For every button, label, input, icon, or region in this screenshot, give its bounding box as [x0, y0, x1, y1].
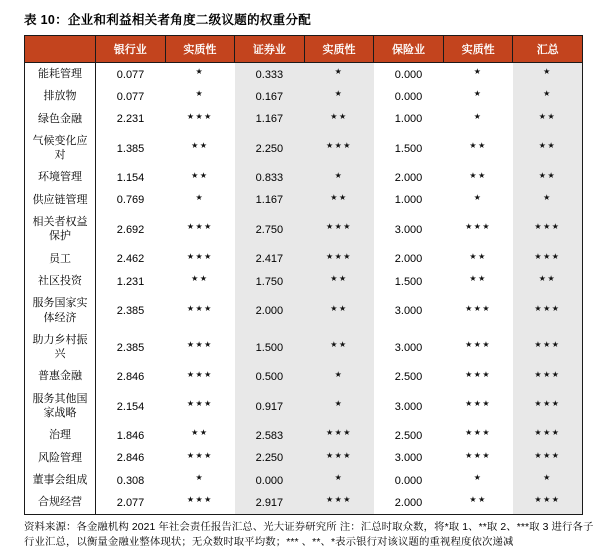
- materiality-stars: ★★★: [534, 303, 561, 313]
- materiality-stars: ★: [543, 192, 552, 202]
- materiality-stars: ★★: [469, 170, 487, 180]
- table-row: [25, 365, 583, 387]
- header-row: [25, 36, 583, 63]
- col-header-blank: [25, 36, 96, 63]
- materiality-stars: ★★★: [325, 495, 352, 505]
- weight-value: 1.500: [394, 142, 423, 155]
- materiality-stars: ★★★: [534, 369, 561, 379]
- row-label: 社区投资: [25, 270, 96, 292]
- weight-value: 2.000: [394, 172, 423, 185]
- table-row: [25, 166, 583, 188]
- materiality-stars: ★★★: [186, 450, 213, 460]
- table-row: [25, 447, 583, 469]
- weight-value: 0.077: [116, 68, 145, 81]
- weight-value: 0.000: [255, 474, 284, 487]
- materiality-stars: ★★: [191, 274, 209, 284]
- table-row: [25, 63, 583, 86]
- weight-value: 3.000: [394, 452, 423, 465]
- materiality-stars: ★: [473, 89, 483, 99]
- materiality-stars: ★: [195, 192, 205, 202]
- materiality-stars: ★: [334, 369, 344, 379]
- weight-value: 1.000: [394, 113, 423, 126]
- materiality-stars: ★: [543, 89, 552, 99]
- row-label: 合规经营: [25, 491, 96, 514]
- materiality-stars: ★: [473, 67, 483, 77]
- weight-value: 1.167: [255, 194, 284, 207]
- weight-value: 3.000: [394, 223, 423, 236]
- col-header-securities: 证券业: [235, 36, 305, 63]
- materiality-stars: ★★: [538, 141, 557, 151]
- col-header-banking: 银行业: [96, 36, 166, 63]
- table-row: [25, 211, 583, 248]
- materiality-stars: ★★★: [465, 340, 492, 350]
- materiality-stars: ★★: [538, 170, 557, 180]
- materiality-stars: ★★: [469, 251, 487, 261]
- row-label: 治理: [25, 424, 96, 446]
- materiality-stars: ★: [473, 192, 483, 202]
- materiality-stars: ★★★: [534, 428, 561, 438]
- materiality-stars: ★★: [330, 340, 348, 350]
- materiality-stars: ★: [334, 473, 344, 483]
- weight-value: 2.000: [255, 305, 284, 318]
- weight-value: 1.154: [116, 172, 145, 185]
- weight-value: 2.077: [116, 496, 145, 509]
- materiality-stars: ★: [195, 67, 205, 77]
- materiality-stars: ★★★: [186, 111, 213, 121]
- weight-value: 1.500: [394, 275, 423, 288]
- weight-value: 2.231: [116, 113, 145, 126]
- weight-value: 3.000: [394, 341, 423, 354]
- weight-value: 0.077: [116, 90, 145, 103]
- table-row: [25, 108, 583, 130]
- col-header-materiality-3: 实质性: [443, 36, 513, 63]
- weight-value: 2.250: [255, 142, 284, 155]
- materiality-stars: ★★★: [465, 303, 492, 313]
- materiality-stars: ★★★: [534, 495, 561, 505]
- table-body: [25, 63, 583, 515]
- materiality-stars: ★★: [330, 111, 348, 121]
- materiality-stars: ★★: [330, 192, 348, 202]
- weight-value: 0.000: [394, 474, 423, 487]
- weight-value: 2.462: [116, 253, 145, 266]
- table-row: [25, 189, 583, 211]
- row-label: 环境管理: [25, 166, 96, 188]
- materiality-stars: ★: [334, 170, 344, 180]
- weight-value: 2.846: [116, 452, 145, 465]
- materiality-stars: ★★★: [186, 303, 213, 313]
- weight-value: 0.500: [255, 371, 284, 384]
- table-row: [25, 248, 583, 270]
- row-label: 助力乡村振兴: [25, 329, 96, 366]
- source-footnote: 资料来源：各金融机构 2021 年社会责任报告汇总、光大证券研究所 注：汇总时取众数，将*取 1、**取 2、***取 3 进行各子行业汇总，以衡量金融业整体现状；无众数时取平均数；*** 、**、*表示银行对该议题的重视程度依次递减: [24, 521, 594, 549]
- materiality-stars: ★★: [330, 274, 348, 284]
- materiality-stars: ★★: [469, 141, 487, 151]
- col-header-total: 汇总: [513, 36, 583, 63]
- weight-value: 2.846: [116, 371, 145, 384]
- materiality-stars: ★★★: [186, 251, 213, 261]
- table-header: [25, 36, 583, 63]
- materiality-stars: ★: [473, 111, 483, 121]
- weight-value: 1.167: [255, 113, 284, 126]
- materiality-stars: ★★: [469, 274, 487, 284]
- weight-value: 2.417: [255, 253, 284, 266]
- weight-value: 2.000: [394, 496, 423, 509]
- table-row: [25, 130, 583, 167]
- materiality-stars: ★★★: [465, 428, 492, 438]
- col-header-insurance: 保险业: [374, 36, 444, 63]
- weight-value: 0.833: [255, 172, 284, 185]
- row-label: 相关者权益保护: [25, 211, 96, 248]
- row-label: 排放物: [25, 85, 96, 107]
- row-label: 服务其他国家战略: [25, 388, 96, 425]
- weight-value: 1.500: [255, 341, 284, 354]
- materiality-stars: ★★★: [465, 450, 492, 460]
- weight-value: 3.000: [394, 400, 423, 413]
- materiality-stars: ★★★: [534, 399, 561, 409]
- weight-value: 2.583: [255, 429, 284, 442]
- materiality-stars: ★★★: [325, 222, 352, 232]
- materiality-stars: ★★★: [534, 450, 561, 460]
- col-header-materiality-1: 实质性: [165, 36, 235, 63]
- weight-value: 1.750: [255, 275, 284, 288]
- table-row: [25, 424, 583, 446]
- materiality-stars: ★★★: [465, 222, 492, 232]
- weights-table: [24, 35, 583, 515]
- weight-value: 0.167: [255, 90, 284, 103]
- row-label: 员工: [25, 248, 96, 270]
- row-label: 董事会组成: [25, 469, 96, 491]
- materiality-stars: ★★★: [186, 222, 213, 232]
- weight-value: 0.000: [394, 90, 423, 103]
- materiality-stars: ★★★: [186, 495, 213, 505]
- table-row: [25, 329, 583, 366]
- materiality-stars: ★: [334, 399, 344, 409]
- weight-value: 2.385: [116, 305, 145, 318]
- weight-value: 2.250: [255, 452, 284, 465]
- materiality-stars: ★★: [191, 428, 209, 438]
- materiality-stars: ★: [195, 89, 205, 99]
- materiality-stars: ★: [543, 67, 552, 77]
- materiality-stars: ★: [334, 89, 344, 99]
- materiality-stars: ★★★: [325, 450, 352, 460]
- row-label: 普惠金融: [25, 365, 96, 387]
- weight-value: 0.000: [394, 68, 423, 81]
- materiality-stars: ★: [473, 473, 483, 483]
- weight-value: 2.500: [394, 371, 423, 384]
- materiality-stars: ★★★: [186, 399, 213, 409]
- materiality-stars: ★★: [538, 274, 557, 284]
- weight-value: 2.385: [116, 341, 145, 354]
- weight-value: 2.917: [255, 496, 284, 509]
- weight-value: 2.000: [394, 253, 423, 266]
- materiality-stars: ★: [195, 473, 205, 483]
- weight-value: 2.750: [255, 223, 284, 236]
- materiality-stars: ★: [334, 67, 344, 77]
- row-label: 绿色金融: [25, 108, 96, 130]
- materiality-stars: ★★★: [325, 251, 352, 261]
- row-label: 能耗管理: [25, 63, 96, 86]
- row-label: 气候变化应对: [25, 130, 96, 167]
- table-row: [25, 270, 583, 292]
- row-label: 服务国家实体经济: [25, 292, 96, 329]
- table-row: [25, 469, 583, 491]
- materiality-stars: ★★★: [186, 340, 213, 350]
- row-label: 风险管理: [25, 447, 96, 469]
- weight-value: 0.308: [116, 474, 145, 487]
- materiality-stars: ★★: [191, 141, 209, 151]
- table-title: 表 10：企业和利益相关者角度二级议题的权重分配: [24, 13, 312, 27]
- weight-value: 2.500: [394, 429, 423, 442]
- weight-value: 3.000: [394, 305, 423, 318]
- materiality-stars: ★★: [469, 495, 487, 505]
- materiality-stars: ★★★: [534, 222, 561, 232]
- weight-value: 1.000: [394, 194, 423, 207]
- materiality-stars: ★★: [538, 111, 557, 121]
- weight-value: 1.846: [116, 429, 145, 442]
- table-row: [25, 388, 583, 425]
- materiality-stars: ★★★: [465, 369, 492, 379]
- materiality-stars: ★★★: [534, 251, 561, 261]
- table-row: [25, 491, 583, 514]
- col-header-materiality-2: 实质性: [304, 36, 374, 63]
- materiality-stars: ★★★: [325, 428, 352, 438]
- weight-value: 2.692: [116, 223, 145, 236]
- table-row: [25, 292, 583, 329]
- materiality-stars: ★: [543, 473, 552, 483]
- weight-value: 0.769: [116, 194, 145, 207]
- materiality-stars: ★★: [330, 303, 348, 313]
- materiality-stars: ★★★: [186, 369, 213, 379]
- weight-value: 0.917: [255, 400, 284, 413]
- weight-value: 1.231: [116, 275, 145, 288]
- row-label: 供应链管理: [25, 189, 96, 211]
- materiality-stars: ★★★: [465, 399, 492, 409]
- materiality-stars: ★★★: [534, 340, 561, 350]
- materiality-stars: ★★★: [325, 141, 352, 151]
- table-row: [25, 85, 583, 107]
- materiality-stars: ★★: [191, 170, 209, 180]
- weight-value: 1.385: [116, 142, 145, 155]
- weight-value: 2.154: [116, 400, 145, 413]
- weight-value: 0.333: [255, 68, 284, 81]
